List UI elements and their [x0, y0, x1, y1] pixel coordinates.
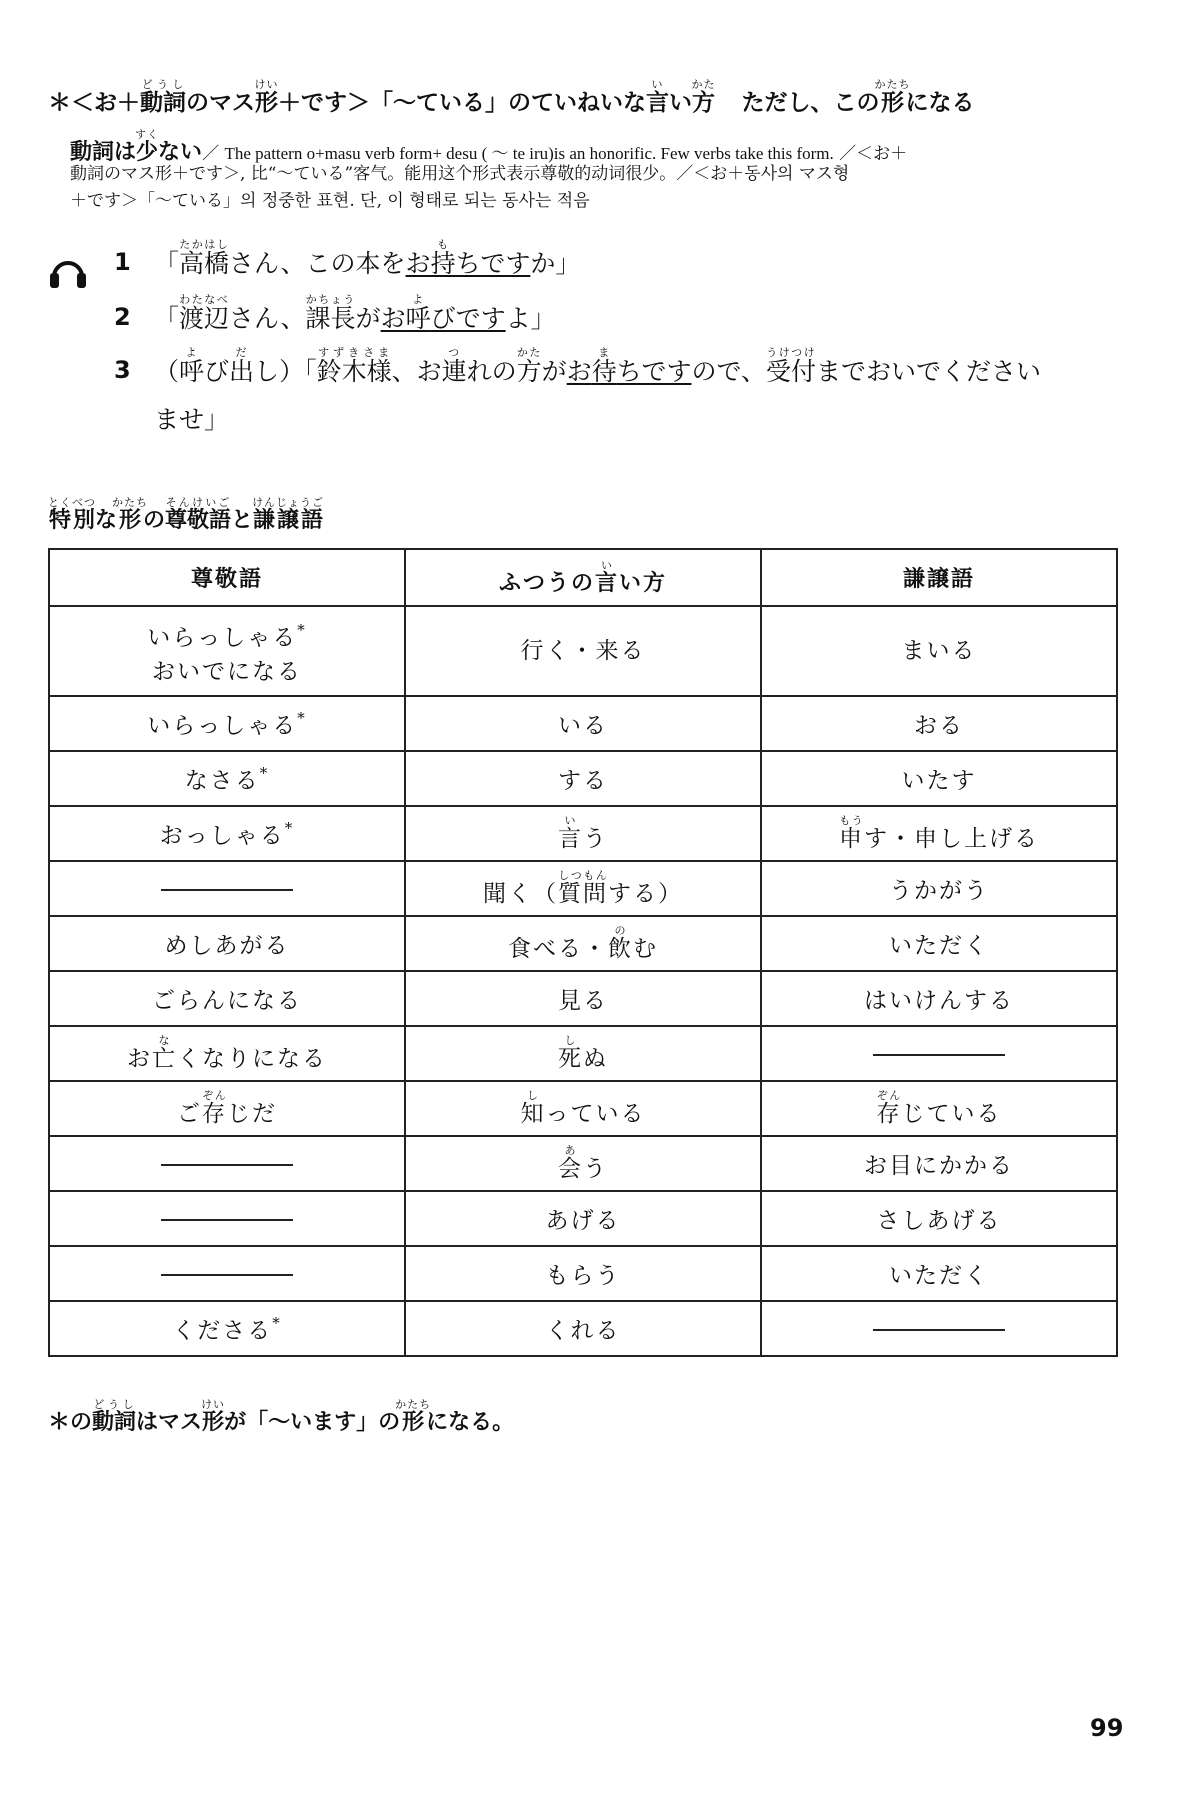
pattern-text-a: のマス	[186, 90, 255, 116]
table-row	[49, 916, 1117, 971]
futsuu-cell: もらう	[405, 1246, 761, 1301]
sonkeigo-cell: ご存ぞんじだ	[49, 1081, 405, 1136]
header-kenjougo: 謙譲語	[761, 549, 1117, 606]
dash-line	[873, 1054, 1005, 1056]
example-number: 3	[114, 356, 131, 384]
footnote: ＊の動詞どうしはマス形けいが「～います」の形かたちになる。	[48, 1398, 515, 1435]
futsuu-cell: 行く・来る	[405, 606, 761, 696]
dash-line	[161, 889, 293, 891]
kei-ruby: 形けい	[254, 78, 279, 116]
sonkeigo-cell: お亡なくなりになる	[49, 1026, 405, 1081]
sonkeigo-cell-empty	[49, 1191, 405, 1246]
table-row	[49, 1246, 1117, 1301]
kenjougo-cell: 申もうす・申し上げる	[761, 806, 1117, 861]
doushi-ruby: 動詞どうし	[140, 78, 186, 116]
example-sentence-3: （呼よび出だし）「鈴木様すずきさま、お連つれの方かたがお待まちですので、受付うけつけまでおいでください	[154, 346, 1042, 386]
dash-line	[161, 1164, 293, 1166]
futsuu-cell: する	[405, 751, 761, 806]
futsuu-cell: あげる	[405, 1191, 761, 1246]
page-number: 99	[1090, 1714, 1124, 1742]
katachi-ruby: 形かたち	[874, 78, 911, 116]
chinese-korean-translation: 動詞のマス形＋です＞, 比“～ている”客气。能用这个形式表示尊敬的动词很少。／＜お＋동사의 マス형	[70, 164, 850, 184]
example-2-underline: お呼よびです	[380, 293, 506, 333]
kenjougo-cell: いたす	[761, 751, 1117, 806]
futsuu-cell: 食べる・飲のむ	[405, 916, 761, 971]
table-row	[49, 861, 1117, 916]
sonkeigo-cell: いらっしゃる*	[49, 696, 405, 751]
header-futsuu: ふつうの言いい方	[405, 549, 761, 606]
example-sentence-2: 「渡辺わたなべさん、課長かちょうがお呼よびですよ」	[154, 293, 556, 333]
suku-ruby: 少すく	[135, 128, 160, 165]
table-row	[49, 696, 1117, 751]
table-row	[49, 1301, 1117, 1356]
table-row	[49, 1191, 1117, 1246]
example-number: 1	[114, 248, 131, 276]
futsuu-cell: いる	[405, 696, 761, 751]
table-row	[49, 1136, 1117, 1191]
nai-label: ない	[158, 140, 203, 165]
table-row	[49, 806, 1117, 861]
kenjougo-cell-empty	[761, 1301, 1117, 1356]
futsuu-cell: 知しっている	[405, 1081, 761, 1136]
futsuu-cell: 聞く（質問しつもんする）	[405, 861, 761, 916]
futsuu-cell: 見る	[405, 971, 761, 1026]
header-sonkeigo: 尊敬語	[49, 549, 405, 606]
pattern-text-b: ＋です＞「〜ている」のていねいな	[278, 90, 646, 116]
sonkeigo-cell: めしあがる	[49, 916, 405, 971]
section-title: 特別とくべつな形かたちの尊敬語そんけいごと謙譲語けんじょうご	[48, 496, 325, 533]
kenjougo-cell: いただく	[761, 916, 1117, 971]
sonkeigo-cell: ごらんになる	[49, 971, 405, 1026]
pattern-text-c: い	[669, 90, 692, 116]
table-row	[49, 751, 1117, 806]
sonkeigo-cell: くださる*	[49, 1301, 405, 1356]
kenjougo-cell: うかがう	[761, 861, 1117, 916]
pattern-text-e: になる	[905, 90, 975, 116]
headphone-icon	[48, 255, 88, 289]
example-1-underline: お持もちです	[405, 238, 531, 278]
kenjougo-cell: さしあげる	[761, 1191, 1117, 1246]
dash-line	[161, 1274, 293, 1276]
example-sentence-1: 「高橋たかはしさん、この本をお持もちですか」	[154, 238, 581, 278]
keigo-table	[48, 548, 1118, 1357]
kenjougo-cell: 存ぞんじている	[761, 1081, 1117, 1136]
pattern-heading	[48, 78, 1148, 123]
sonkeigo-cell-empty	[49, 861, 405, 916]
separator: ／	[202, 144, 220, 164]
doushi-label: 動詞	[70, 140, 115, 165]
sonkeigo-cell-empty	[49, 1136, 405, 1191]
example-3-underline: お待まちです	[566, 346, 692, 386]
ha-label: は	[114, 140, 137, 165]
sonkeigo-cell: おっしゃる*	[49, 806, 405, 861]
pattern-explanation	[70, 128, 1140, 165]
sonkeigo-cell: いらっしゃる* おいでになる	[49, 606, 405, 696]
example-sentence-3-continued: ませ」	[154, 405, 230, 434]
kenjougo-cell: おる	[761, 696, 1117, 751]
chinese-start: ／＜お＋	[839, 144, 908, 164]
kenjougo-cell-empty	[761, 1026, 1117, 1081]
futsuu-cell: 会あう	[405, 1136, 761, 1191]
table-header-row	[49, 549, 1117, 606]
pattern-prefix: ＊＜お＋	[48, 90, 140, 116]
sonkeigo-cell: なさる*	[49, 751, 405, 806]
english-translation: The pattern o+masu verb form+ desu ( ～ te iru)is an honorific. Few verbs take this form.	[224, 144, 834, 163]
table-row	[49, 606, 1117, 696]
table-row	[49, 971, 1117, 1026]
kenjougo-cell: いただく	[761, 1246, 1117, 1301]
pattern-text-d: ただし、この	[741, 90, 880, 116]
futsuu-cell: 言いう	[405, 806, 761, 861]
kenjougo-cell: はいけんする	[761, 971, 1117, 1026]
kenjougo-cell: まいる	[761, 606, 1117, 696]
sonkeigo-cell-empty	[49, 1246, 405, 1301]
kenjougo-cell: お目にかかる	[761, 1136, 1117, 1191]
futsuu-cell: くれる	[405, 1301, 761, 1356]
example-number: 2	[114, 303, 131, 331]
dash-line	[873, 1329, 1005, 1331]
kata-ruby: 方かた	[691, 78, 716, 116]
table-row	[49, 1026, 1117, 1081]
futsuu-cell: 死しぬ	[405, 1026, 761, 1081]
ii-ruby: 言い	[646, 78, 669, 116]
korean-translation: ＋です＞「～ている」의 정중한 표현. 단, 이 형태로 되는 동사는 적음	[70, 191, 590, 211]
dash-line	[161, 1219, 293, 1221]
table-row	[49, 1081, 1117, 1136]
